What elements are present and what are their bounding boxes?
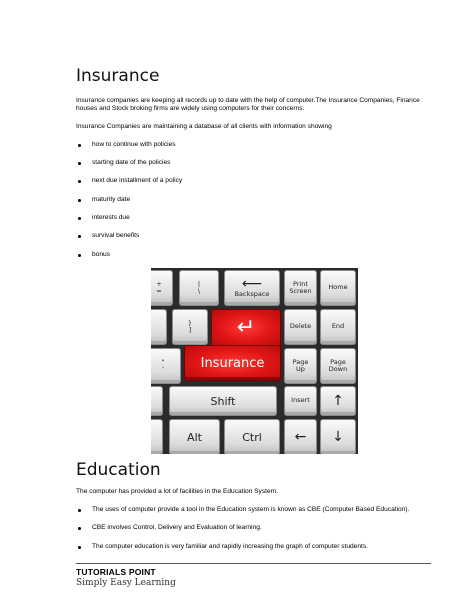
list-item: survival benefits (76, 232, 392, 240)
footer-brand: TUTORIALS POINT (76, 567, 156, 577)
list-item: how to continue with policies (76, 141, 392, 149)
list-item: next due installment of a policy (76, 177, 392, 185)
education-heading: Education (76, 460, 161, 480)
key-partial (151, 309, 167, 345)
insurance-paragraph-2: Insurance Companies are maintaining a database of all clients with information showing (76, 123, 332, 130)
key-down-arrow (320, 419, 356, 454)
key-delete: Delete (284, 309, 317, 345)
left-arrow-icon: ⟵ (241, 276, 263, 293)
key-ctrl: Ctrl (224, 419, 280, 454)
return-arrow-icon: ↵ (236, 314, 256, 340)
list-item: CBE involves Control, Delivery and Evaluation of learning. (76, 524, 452, 532)
key-quote: " ' (151, 348, 181, 384)
key-insurance: Insurance (184, 345, 281, 381)
insurance-keyboard-image (151, 268, 358, 454)
insurance-heading: Insurance (76, 66, 160, 86)
list-item: starting date of the policies (76, 159, 392, 167)
footer-divider (76, 563, 431, 564)
education-paragraph-1: The computer has provided a lot of facilities in the Education System. (76, 488, 278, 495)
key-pipe-backslash: | \ (179, 270, 219, 306)
key-insurance-top (211, 309, 281, 345)
key-plus-equals: + = (151, 270, 173, 306)
insurance-paragraph-1: Insurance companies are keeping all records up to date with the help of computer.The Insurance Companies, Finance houses and Stock broking firms are widely using computers for their concerns. (76, 97, 420, 113)
key-partial (151, 386, 163, 416)
footer-tagline: Simply Easy Learning (76, 578, 176, 588)
list-item: maturity date (76, 196, 392, 204)
key-page-down: Page Down (320, 348, 356, 384)
key-print-screen: Print Screen (284, 270, 317, 306)
down-arrow-icon: ↓ (332, 429, 344, 445)
key-alt: Alt (169, 419, 220, 454)
key-brace-bracket: } ] (172, 309, 208, 345)
left-arrow-icon: ← (294, 429, 307, 445)
key-end: End (320, 309, 356, 345)
key-page-up: Page Up (284, 348, 317, 384)
key-left-arrow (284, 419, 317, 454)
key-partial (151, 419, 163, 454)
list-item: The uses of computer provide a tool in the Education system is known as CBE (Computer Based Education). (76, 506, 452, 514)
list-item: interests due (76, 214, 392, 222)
key-backspace: ⟵ Backspace (224, 270, 280, 306)
list-item: bonus (76, 251, 392, 259)
up-arrow-icon: ↑ (332, 393, 344, 409)
key-insert: Insert (284, 386, 317, 416)
list-item: The computer education is very familiar and rapidly increasing the graph of computer students. (76, 543, 452, 551)
key-up-arrow (320, 386, 356, 416)
key-home: Home (320, 270, 356, 306)
key-shift: Shift (169, 386, 277, 416)
